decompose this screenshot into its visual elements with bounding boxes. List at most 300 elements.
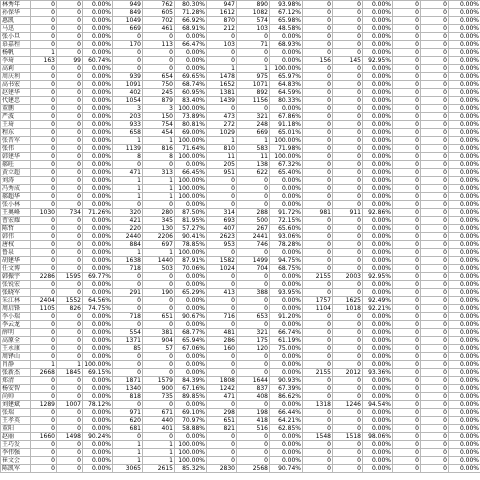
- table-cell[interactable]: 0.00%: [449, 129, 480, 137]
- table-cell[interactable]: 0: [333, 353, 363, 361]
- table-cell[interactable]: 1: [207, 65, 237, 73]
- table-row[interactable]: [1, 305, 480, 313]
- table-cell[interactable]: 1: [113, 449, 143, 457]
- table-cell[interactable]: 0.00%: [449, 105, 480, 113]
- table-cell[interactable]: 0: [31, 449, 57, 457]
- table-cell[interactable]: 1340: [113, 385, 143, 393]
- table-cell[interactable]: 100.00%: [175, 105, 207, 113]
- table-cell[interactable]: 0: [303, 417, 333, 425]
- table-cell[interactable]: 0: [237, 49, 270, 57]
- table-cell[interactable]: 818: [113, 393, 143, 401]
- table-cell[interactable]: 870: [207, 17, 237, 25]
- table-cell[interactable]: 78.12%: [83, 401, 113, 409]
- table-cell[interactable]: 0: [333, 9, 363, 17]
- table-cell[interactable]: 0: [421, 153, 449, 161]
- table-cell[interactable]: 0: [113, 369, 143, 377]
- table-cell[interactable]: 0.00%: [83, 49, 113, 57]
- table-cell[interactable]: 92.95%: [363, 273, 393, 281]
- table-cell[interactable]: 66.74%: [270, 329, 303, 337]
- table-cell[interactable]: 2012: [333, 369, 363, 377]
- table-cell[interactable]: 0.00%: [270, 281, 303, 289]
- table-cell[interactable]: 1: [113, 193, 143, 201]
- table-cell[interactable]: 0: [421, 129, 449, 137]
- table-cell[interactable]: 90.24%: [83, 433, 113, 441]
- table-cell[interactable]: 1091: [113, 81, 143, 89]
- table-cell[interactable]: 0: [57, 441, 83, 449]
- table-cell[interactable]: 0.00%: [449, 321, 480, 329]
- table-cell[interactable]: 1499: [237, 257, 270, 265]
- table-cell[interactable]: 0: [57, 233, 83, 241]
- table-cell[interactable]: 0: [31, 441, 57, 449]
- table-cell[interactable]: 0.00%: [83, 289, 113, 297]
- table-row[interactable]: [1, 233, 480, 241]
- table-cell[interactable]: 103: [207, 41, 237, 49]
- table-cell[interactable]: 0: [333, 81, 363, 89]
- table-cell[interactable]: 0: [421, 377, 449, 385]
- table-cell[interactable]: 0: [421, 33, 449, 41]
- table-cell[interactable]: 0: [303, 393, 333, 401]
- table-cell[interactable]: 0.00%: [449, 193, 480, 201]
- table-cell[interactable]: 0.00%: [175, 321, 207, 329]
- table-cell[interactable]: 0: [421, 305, 449, 313]
- table-cell[interactable]: 0.00%: [83, 137, 113, 145]
- table-cell[interactable]: 0.00%: [83, 233, 113, 241]
- table-cell[interactable]: 0: [237, 321, 270, 329]
- table-cell[interactable]: 0.00%: [449, 329, 480, 337]
- table-cell[interactable]: 0: [237, 193, 270, 201]
- table-cell[interactable]: 48.58%: [270, 25, 303, 33]
- table-cell[interactable]: 0: [31, 353, 57, 361]
- table-cell[interactable]: 71.26%: [83, 209, 113, 217]
- table-cell[interactable]: 0.00%: [449, 305, 480, 313]
- table-cell[interactable]: 0.00%: [83, 313, 113, 321]
- table-cell[interactable]: 0: [207, 361, 237, 369]
- table-cell[interactable]: 0: [57, 393, 83, 401]
- table-cell[interactable]: 0.00%: [83, 169, 113, 177]
- table-cell[interactable]: 0: [421, 433, 449, 441]
- table-cell[interactable]: 0: [31, 137, 57, 145]
- table-cell[interactable]: 0: [421, 89, 449, 97]
- table-cell[interactable]: 0: [57, 9, 83, 17]
- table-cell[interactable]: 0: [31, 241, 57, 249]
- table-cell[interactable]: 704: [237, 265, 270, 273]
- table-cell[interactable]: 100.00%: [175, 137, 207, 145]
- table-cell[interactable]: 291: [113, 289, 143, 297]
- table-cell[interactable]: 0.00%: [83, 129, 113, 137]
- table-cell[interactable]: 0: [143, 273, 175, 281]
- table-cell[interactable]: 0: [237, 297, 270, 305]
- table-cell[interactable]: 0.00%: [363, 393, 393, 401]
- table-row[interactable]: [1, 377, 480, 385]
- table-cell-name[interactable]: 李小瑞: [1, 313, 31, 321]
- table-cell[interactable]: 821: [207, 425, 237, 433]
- table-cell-name[interactable]: 程东: [1, 129, 31, 137]
- table-cell[interactable]: 288: [237, 209, 270, 217]
- table-cell[interactable]: 0: [57, 353, 83, 361]
- table-cell[interactable]: 1595: [57, 273, 83, 281]
- table-cell[interactable]: 0: [57, 65, 83, 73]
- table-cell[interactable]: 0.00%: [175, 49, 207, 57]
- table-cell[interactable]: 0: [393, 401, 421, 409]
- table-cell[interactable]: 0.00%: [449, 113, 480, 121]
- table-cell[interactable]: 0.00%: [83, 441, 113, 449]
- table-cell[interactable]: 2615: [143, 465, 175, 473]
- table-cell[interactable]: 68.75%: [270, 265, 303, 273]
- table-cell[interactable]: 220: [113, 225, 143, 233]
- table-cell[interactable]: 0.00%: [363, 225, 393, 233]
- table-cell[interactable]: 0: [207, 273, 237, 281]
- table-cell[interactable]: 0.00%: [270, 193, 303, 201]
- table-cell[interactable]: 0.00%: [363, 153, 393, 161]
- table-cell[interactable]: 80.81%: [175, 121, 207, 129]
- table-cell[interactable]: 0.00%: [363, 33, 393, 41]
- table-row[interactable]: [1, 121, 480, 129]
- table-cell[interactable]: 1: [31, 361, 57, 369]
- table-cell[interactable]: 0: [303, 49, 333, 57]
- table-cell-name[interactable]: 任文博: [1, 265, 31, 273]
- table-cell[interactable]: 66.45%: [175, 169, 207, 177]
- table-cell-name[interactable]: 张瑞: [1, 409, 31, 417]
- table-cell[interactable]: 0: [303, 329, 333, 337]
- table-cell[interactable]: 0: [303, 313, 333, 321]
- table-cell[interactable]: 0.00%: [83, 329, 113, 337]
- table-cell[interactable]: 0: [57, 385, 83, 393]
- table-cell[interactable]: 0.00%: [449, 145, 480, 153]
- table-cell[interactable]: 0: [31, 417, 57, 425]
- table-cell[interactable]: 0: [31, 25, 57, 33]
- table-cell[interactable]: 0: [143, 297, 175, 305]
- table-cell[interactable]: 71.28%: [175, 9, 207, 17]
- table-cell[interactable]: 205: [207, 161, 237, 169]
- table-cell[interactable]: 0.00%: [270, 361, 303, 369]
- table-cell[interactable]: 1625: [333, 297, 363, 305]
- table-cell[interactable]: 0: [207, 321, 237, 329]
- table-cell[interactable]: 0: [421, 25, 449, 33]
- table-cell[interactable]: 90.93%: [270, 377, 303, 385]
- table-cell[interactable]: 0: [421, 217, 449, 225]
- table-cell[interactable]: 0: [207, 33, 237, 41]
- table-cell-name[interactable]: 曹宏耀: [1, 217, 31, 225]
- table-cell[interactable]: 0: [303, 81, 333, 89]
- table-cell[interactable]: 0.00%: [175, 369, 207, 377]
- table-cell[interactable]: 1: [113, 177, 143, 185]
- table-cell[interactable]: 0: [393, 201, 421, 209]
- table-cell[interactable]: 1552: [57, 297, 83, 305]
- table-row[interactable]: [1, 217, 480, 225]
- table-row[interactable]: [1, 409, 480, 417]
- table-cell[interactable]: 100.00%: [175, 185, 207, 193]
- table-cell[interactable]: 0.00%: [449, 425, 480, 433]
- table-cell[interactable]: 2623: [207, 233, 237, 241]
- table-cell[interactable]: 74.75%: [83, 305, 113, 313]
- table-cell[interactable]: 503: [143, 265, 175, 273]
- table-row[interactable]: [1, 465, 480, 473]
- table-cell[interactable]: 0: [57, 105, 83, 113]
- table-cell-name[interactable]: 郝旺: [1, 161, 31, 169]
- table-cell[interactable]: 0: [421, 321, 449, 329]
- table-cell[interactable]: 0: [57, 225, 83, 233]
- table-cell[interactable]: 0: [393, 89, 421, 97]
- table-cell[interactable]: 280: [143, 209, 175, 217]
- table-cell[interactable]: 0: [421, 297, 449, 305]
- table-cell[interactable]: 0: [207, 457, 237, 465]
- table-cell[interactable]: 1246: [333, 401, 363, 409]
- table-cell[interactable]: 0: [393, 145, 421, 153]
- table-row[interactable]: [1, 249, 480, 257]
- table-cell[interactable]: 0: [31, 73, 57, 81]
- table-row[interactable]: [1, 177, 480, 185]
- table-cell[interactable]: 0.00%: [449, 225, 480, 233]
- table-cell[interactable]: 0: [237, 249, 270, 257]
- table-cell[interactable]: 0: [421, 49, 449, 57]
- table-cell[interactable]: 0: [333, 265, 363, 273]
- table-cell[interactable]: 120: [237, 345, 270, 353]
- table-cell[interactable]: 0: [421, 161, 449, 169]
- table-cell[interactable]: 0: [143, 281, 175, 289]
- table-cell[interactable]: 0.00%: [363, 457, 393, 465]
- table-cell[interactable]: 0.00%: [363, 145, 393, 153]
- table-cell[interactable]: 0: [421, 289, 449, 297]
- table-cell[interactable]: 0: [333, 185, 363, 193]
- table-cell[interactable]: 160: [207, 345, 237, 353]
- table-row[interactable]: [1, 369, 480, 377]
- table-cell[interactable]: 0.00%: [83, 465, 113, 473]
- table-cell[interactable]: 0: [421, 401, 449, 409]
- table-cell[interactable]: 0: [303, 337, 333, 345]
- table-cell[interactable]: 0.00%: [363, 113, 393, 121]
- table-cell[interactable]: 0: [333, 377, 363, 385]
- table-cell[interactable]: 0: [303, 137, 333, 145]
- table-cell-name[interactable]: 唐权: [1, 241, 31, 249]
- table-cell[interactable]: 0.00%: [449, 345, 480, 353]
- table-cell[interactable]: 313: [143, 169, 175, 177]
- table-cell[interactable]: 75.00%: [270, 345, 303, 353]
- table-row[interactable]: [1, 57, 480, 65]
- table-cell[interactable]: 64.21%: [270, 417, 303, 425]
- table-cell[interactable]: 0.00%: [83, 353, 113, 361]
- table-cell[interactable]: 0: [393, 225, 421, 233]
- table-cell[interactable]: 0: [303, 185, 333, 193]
- table-cell-name[interactable]: 黄立超: [1, 169, 31, 177]
- table-cell[interactable]: 0.00%: [363, 465, 393, 473]
- table-cell[interactable]: 381: [143, 329, 175, 337]
- table-cell[interactable]: 98.06%: [363, 433, 393, 441]
- table-cell[interactable]: 0: [207, 281, 237, 289]
- table-cell[interactable]: 57.27%: [175, 225, 207, 233]
- table-cell[interactable]: 0: [31, 321, 57, 329]
- table-cell[interactable]: 884: [113, 241, 143, 249]
- table-cell[interactable]: 0: [57, 257, 83, 265]
- table-cell[interactable]: 0: [421, 425, 449, 433]
- table-cell[interactable]: 0.00%: [83, 417, 113, 425]
- table-cell[interactable]: 481: [207, 329, 237, 337]
- table-cell[interactable]: 837: [237, 385, 270, 393]
- table-cell[interactable]: 91.72%: [270, 209, 303, 217]
- table-cell[interactable]: 0: [207, 433, 237, 441]
- table-cell[interactable]: 0: [57, 41, 83, 49]
- table-cell-name[interactable]: 高原全: [1, 337, 31, 345]
- table-cell[interactable]: 1: [143, 449, 175, 457]
- table-row[interactable]: [1, 313, 480, 321]
- table-cell[interactable]: 0: [303, 161, 333, 169]
- table-cell[interactable]: 0: [421, 57, 449, 65]
- table-cell-name[interactable]: 尚帅: [1, 393, 31, 401]
- table-cell[interactable]: 0: [237, 33, 270, 41]
- table-cell[interactable]: 80.33%: [270, 97, 303, 105]
- table-cell[interactable]: 0: [31, 465, 57, 473]
- table-cell[interactable]: 0: [143, 201, 175, 209]
- table-cell[interactable]: 92.86%: [363, 209, 393, 217]
- table-cell[interactable]: 1071: [237, 81, 270, 89]
- table-cell[interactable]: 0: [113, 281, 143, 289]
- table-cell-name[interactable]: 赵丽: [1, 433, 31, 441]
- table-cell[interactable]: 0.00%: [449, 185, 480, 193]
- table-cell[interactable]: 0.00%: [449, 377, 480, 385]
- table-cell[interactable]: 0: [421, 265, 449, 273]
- table-cell[interactable]: 0: [393, 1, 421, 9]
- table-cell[interactable]: 0: [57, 161, 83, 169]
- table-cell[interactable]: 0: [207, 105, 237, 113]
- table-cell[interactable]: 2440: [113, 233, 143, 241]
- table-cell[interactable]: 0: [57, 97, 83, 105]
- table-cell-name[interactable]: 周庆利: [1, 73, 31, 81]
- table-cell[interactable]: 2668: [31, 369, 57, 377]
- table-cell[interactable]: 0: [303, 145, 333, 153]
- table-cell[interactable]: 0: [303, 225, 333, 233]
- table-cell[interactable]: 0: [393, 321, 421, 329]
- table-row[interactable]: [1, 273, 480, 281]
- table-cell[interactable]: 0: [31, 9, 57, 17]
- table-cell[interactable]: 0: [31, 177, 57, 185]
- table-cell[interactable]: 0.00%: [83, 345, 113, 353]
- table-cell[interactable]: 3065: [113, 465, 143, 473]
- table-cell[interactable]: 0: [31, 217, 57, 225]
- table-cell[interactable]: 0: [393, 233, 421, 241]
- table-cell[interactable]: 0.00%: [83, 65, 113, 73]
- table-cell[interactable]: 583: [237, 145, 270, 153]
- table-cell[interactable]: 100.00%: [175, 153, 207, 161]
- table-cell[interactable]: 0: [113, 321, 143, 329]
- table-cell[interactable]: 0: [31, 33, 57, 41]
- table-cell[interactable]: 0.00%: [363, 217, 393, 225]
- table-cell[interactable]: 0.00%: [83, 89, 113, 97]
- table-cell[interactable]: 0: [421, 273, 449, 281]
- table-cell[interactable]: 0.00%: [449, 369, 480, 377]
- table-cell[interactable]: 0: [31, 329, 57, 337]
- table-cell[interactable]: 0: [113, 33, 143, 41]
- table-cell-name[interactable]: 高书宏: [1, 81, 31, 89]
- table-cell[interactable]: 1024: [207, 265, 237, 273]
- table-cell[interactable]: 0: [421, 193, 449, 201]
- table-cell[interactable]: 0: [57, 337, 83, 345]
- table-cell[interactable]: 0: [393, 113, 421, 121]
- table-cell[interactable]: 0.00%: [83, 201, 113, 209]
- table-cell[interactable]: 1548: [303, 433, 333, 441]
- table-cell[interactable]: 418: [237, 417, 270, 425]
- table-cell[interactable]: 622: [237, 169, 270, 177]
- table-cell-name[interactable]: 郝超华: [1, 193, 31, 201]
- table-cell[interactable]: 826: [57, 305, 83, 313]
- table-cell[interactable]: 65.97%: [270, 73, 303, 81]
- table-cell[interactable]: 0: [57, 377, 83, 385]
- table-cell[interactable]: 0: [421, 169, 449, 177]
- table-cell-name[interactable]: 韩建华: [1, 153, 31, 161]
- table-cell[interactable]: 0: [421, 417, 449, 425]
- table-cell[interactable]: 138: [237, 161, 270, 169]
- table-cell[interactable]: 69.77%: [83, 273, 113, 281]
- table-cell-name[interactable]: 鲁泉: [1, 249, 31, 257]
- table-cell-name[interactable]: 严波: [1, 113, 31, 121]
- table-cell[interactable]: 0: [333, 105, 363, 113]
- table-cell[interactable]: 0: [57, 249, 83, 257]
- table-cell[interactable]: 0.00%: [83, 249, 113, 257]
- table-cell[interactable]: 248: [237, 121, 270, 129]
- table-cell[interactable]: 0: [303, 409, 333, 417]
- table-cell[interactable]: 2404: [31, 297, 57, 305]
- table-row[interactable]: [1, 137, 480, 145]
- table-cell[interactable]: 0: [57, 241, 83, 249]
- table-cell[interactable]: 0: [393, 265, 421, 273]
- table-cell[interactable]: 0: [303, 281, 333, 289]
- table-row[interactable]: [1, 73, 480, 81]
- table-row[interactable]: [1, 81, 480, 89]
- table-cell[interactable]: 0: [31, 17, 57, 25]
- table-cell-name[interactable]: 孙保华: [1, 9, 31, 17]
- table-cell-name[interactable]: 高莉: [1, 65, 31, 73]
- table-cell-name[interactable]: 崔文会: [1, 457, 31, 465]
- table-cell[interactable]: 879: [143, 97, 175, 105]
- table-cell[interactable]: 78.28%: [270, 241, 303, 249]
- table-cell[interactable]: 953: [207, 241, 237, 249]
- table-cell[interactable]: 66.92%: [175, 17, 207, 25]
- table-cell[interactable]: 0: [421, 137, 449, 145]
- table-cell[interactable]: 92.95%: [363, 57, 393, 65]
- table-cell[interactable]: 0: [421, 345, 449, 353]
- table-cell[interactable]: 0: [393, 169, 421, 177]
- table-row[interactable]: [1, 113, 480, 121]
- table-cell[interactable]: 65.40%: [270, 169, 303, 177]
- table-cell[interactable]: 0: [303, 169, 333, 177]
- table-cell[interactable]: 0.00%: [449, 233, 480, 241]
- table-cell[interactable]: 130: [143, 225, 175, 233]
- table-cell[interactable]: 1054: [113, 97, 143, 105]
- table-cell[interactable]: 100.00%: [175, 449, 207, 457]
- table-cell[interactable]: 71.98%: [270, 145, 303, 153]
- table-cell[interactable]: 1: [143, 249, 175, 257]
- table-cell[interactable]: 0: [31, 89, 57, 97]
- table-cell[interactable]: 0.00%: [83, 241, 113, 249]
- table-row[interactable]: [1, 145, 480, 153]
- table-cell[interactable]: 1242: [207, 385, 237, 393]
- table-cell[interactable]: 0: [31, 313, 57, 321]
- table-cell[interactable]: 0.00%: [363, 169, 393, 177]
- table-cell[interactable]: 0: [303, 265, 333, 273]
- table-cell[interactable]: 0: [303, 193, 333, 201]
- table-cell[interactable]: 0: [333, 129, 363, 137]
- table-cell[interactable]: 92.21%: [363, 305, 393, 313]
- table-cell[interactable]: 0: [303, 449, 333, 457]
- table-cell[interactable]: 0: [333, 17, 363, 25]
- table-cell[interactable]: 175: [237, 337, 270, 345]
- table-cell[interactable]: 2003: [333, 273, 363, 281]
- table-cell[interactable]: 0: [333, 409, 363, 417]
- table-cell[interactable]: 0.00%: [270, 49, 303, 57]
- table-cell[interactable]: 1082: [237, 9, 270, 17]
- table-cell[interactable]: 0: [303, 377, 333, 385]
- table-cell[interactable]: 0: [303, 121, 333, 129]
- table-cell[interactable]: 0: [393, 129, 421, 137]
- table-row[interactable]: [1, 441, 480, 449]
